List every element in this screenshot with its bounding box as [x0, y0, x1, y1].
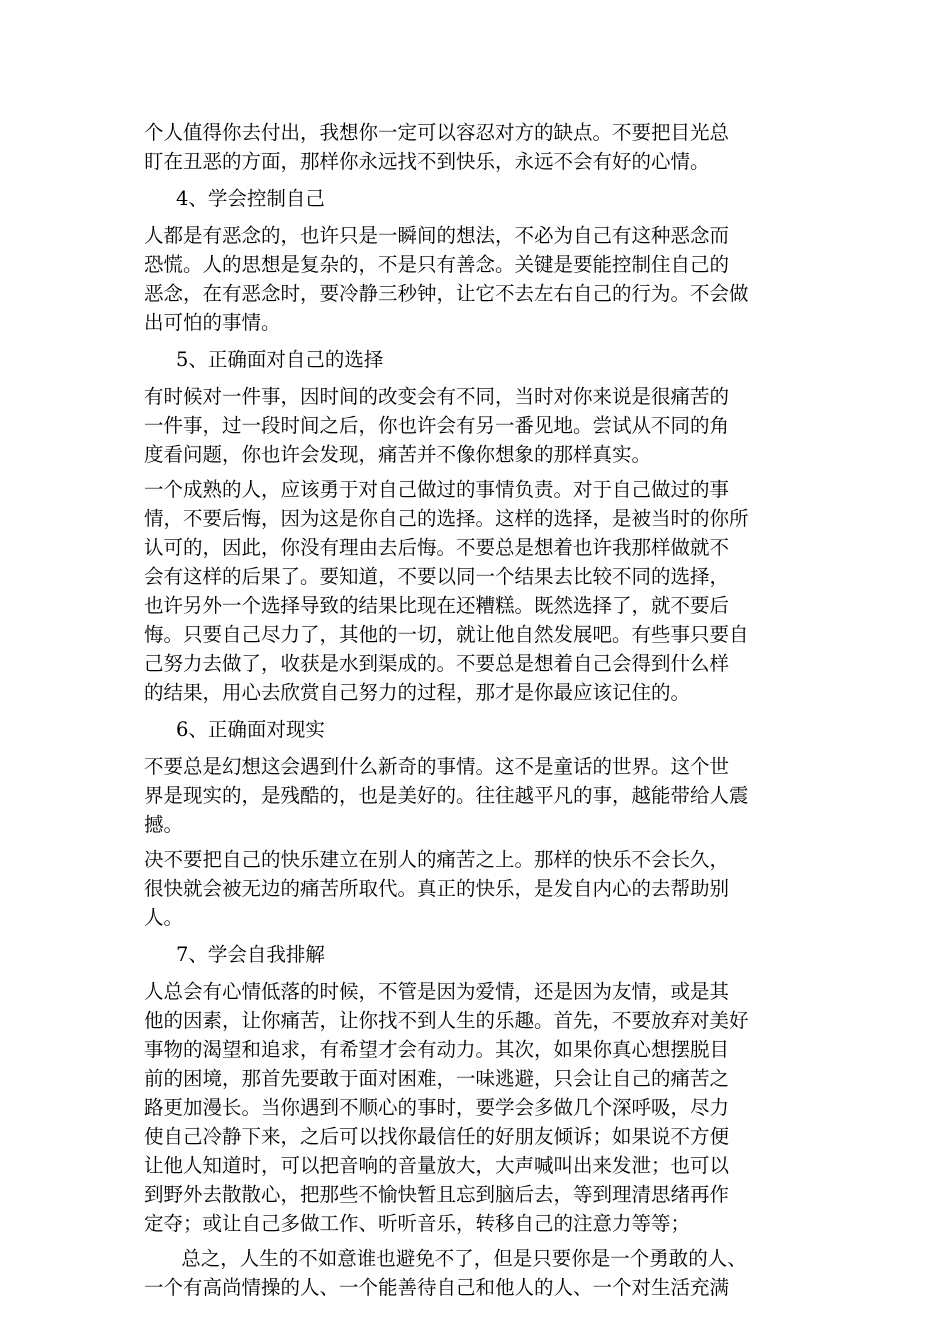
paragraph [144, 752, 810, 839]
text-line: 人总会有心情低落的时候，不管是因为爱情，还是因为友情，或是其 [144, 980, 730, 1003]
text-line: 定夺；或让自己多做工作、听听音乐，转移自己的注意力等等； [144, 1212, 691, 1235]
text-line: 到野外去散散心，把那些不愉快暂且忘到脑后去，等到理清思绪再作 [144, 1183, 730, 1206]
section-heading [144, 715, 810, 744]
text-line: 很快就会被无边的痛苦所取代。真正的快乐，是发自内心的去帮助别 [144, 877, 730, 900]
text-line: 界是现实的，是残酷的，也是美好的。往往越平凡的事，越能带给人震 [144, 784, 749, 807]
text-line: 决不要把自己的快乐建立在别人的痛苦之上。那样的快乐不会长久， [144, 848, 730, 871]
text-line: 恐慌。人的思想是复杂的，不是只有善念。关键是要能控制住自己的 [144, 253, 730, 276]
section-heading [144, 184, 810, 213]
text-line: 前的困境，那首先要敢于面对困难，一味逃避，只会让自己的痛苦之 [144, 1067, 730, 1090]
text-line: 情，不要后悔，因为这是你自己的选择。这样的选择，是被当时的你所 [144, 507, 749, 530]
text-line: 恶念，在有恶念时，要冷静三秒钟，让它不去左右自己的行为。不会做 [144, 282, 749, 305]
paragraph [144, 475, 810, 707]
paragraph [144, 977, 810, 1238]
text-line: 不要总是幻想这会遇到什么新奇的事情。这不是童话的世界。这个世 [144, 755, 730, 778]
text-line: 人都是有恶念的，也许只是一瞬间的想法，不必为自己有这种恶念而 [144, 224, 730, 247]
text-line: 使自己冷静下来，之后可以找你最信任的好朋友倾诉；如果说不方便 [144, 1125, 730, 1148]
text-line: 己努力去做了，收获是水到渠成的。不要总是想着自己会得到什么样 [144, 652, 730, 675]
text-line: 路更加漫长。当你遇到不顺心的事时，要学会多做几个深呼吸，尽力 [144, 1096, 730, 1119]
paragraph [144, 382, 810, 469]
text-line: 盯在丑恶的方面，那样你永远找不到快乐，永远不会有好的心情。 [144, 150, 710, 173]
text-line: 悔。只要自己尽力了，其他的一切，就让他自然发展吧。有些事只要自 [144, 623, 749, 646]
text-line: 一个有高尚情操的人、一个能善待自己和他人的人、一个对生活充满 [144, 1276, 730, 1299]
paragraph [144, 118, 810, 176]
text-line: 一个成熟的人，应该勇于对自己做过的事情负责。对于自己做过的事 [144, 478, 730, 501]
paragraph [144, 845, 810, 932]
text-line: 有时候对一件事，因时间的改变会有不同，当时对你来说是很痛苦的 [144, 385, 730, 408]
text-line: 总之，人生的不如意谁也避免不了，但是只要你是一个勇敢的人、 [144, 1247, 747, 1270]
text-line: 的结果，用心去欣赏自己努力的过程，那才是你最应该记住的。 [144, 681, 691, 704]
paragraph [144, 1244, 810, 1302]
text-line: 认可的，因此，你没有理由去后悔。不要总是想着也许我那样做就不 [144, 536, 730, 559]
text-line: 撼。 [144, 813, 184, 836]
heading-text: 7、学会自我排解 [176, 943, 325, 966]
text-line: 一件事，过一段时间之后，你也许会有另一番见地。尝试从不同的角 [144, 414, 730, 437]
text-line: 人。 [144, 906, 184, 929]
paragraph [144, 221, 810, 337]
section-heading [144, 345, 810, 374]
heading-text: 5、正确面对自己的选择 [176, 348, 384, 371]
text-line: 他的因素，让你痛苦，让你找不到人生的乐趣。首先，不要放弃对美好 [144, 1009, 749, 1032]
heading-text: 6、正确面对现实 [176, 718, 325, 741]
text-line: 会有这样的后果了。要知道，不要以同一个结果去比较不同的选择， [144, 565, 730, 588]
heading-text: 4、学会控制自己 [176, 187, 325, 210]
document-page [144, 118, 810, 1302]
text-line: 个人值得你去付出，我想你一定可以容忍对方的缺点。不要把目光总 [144, 121, 730, 144]
text-line: 也许另外一个选择导致的结果比现在还糟糕。既然选择了，就不要后 [144, 594, 730, 617]
text-line: 让他人知道时，可以把音响的音量放大，大声喊叫出来发泄；也可以 [144, 1154, 730, 1177]
text-line: 出可怕的事情。 [144, 311, 281, 334]
text-line: 事物的渴望和追求，有希望才会有动力。其次，如果你真心想摆脱目 [144, 1038, 730, 1061]
text-line: 度看问题，你也许会发现，痛苦并不像你想象的那样真实。 [144, 443, 652, 466]
section-heading [144, 940, 810, 969]
